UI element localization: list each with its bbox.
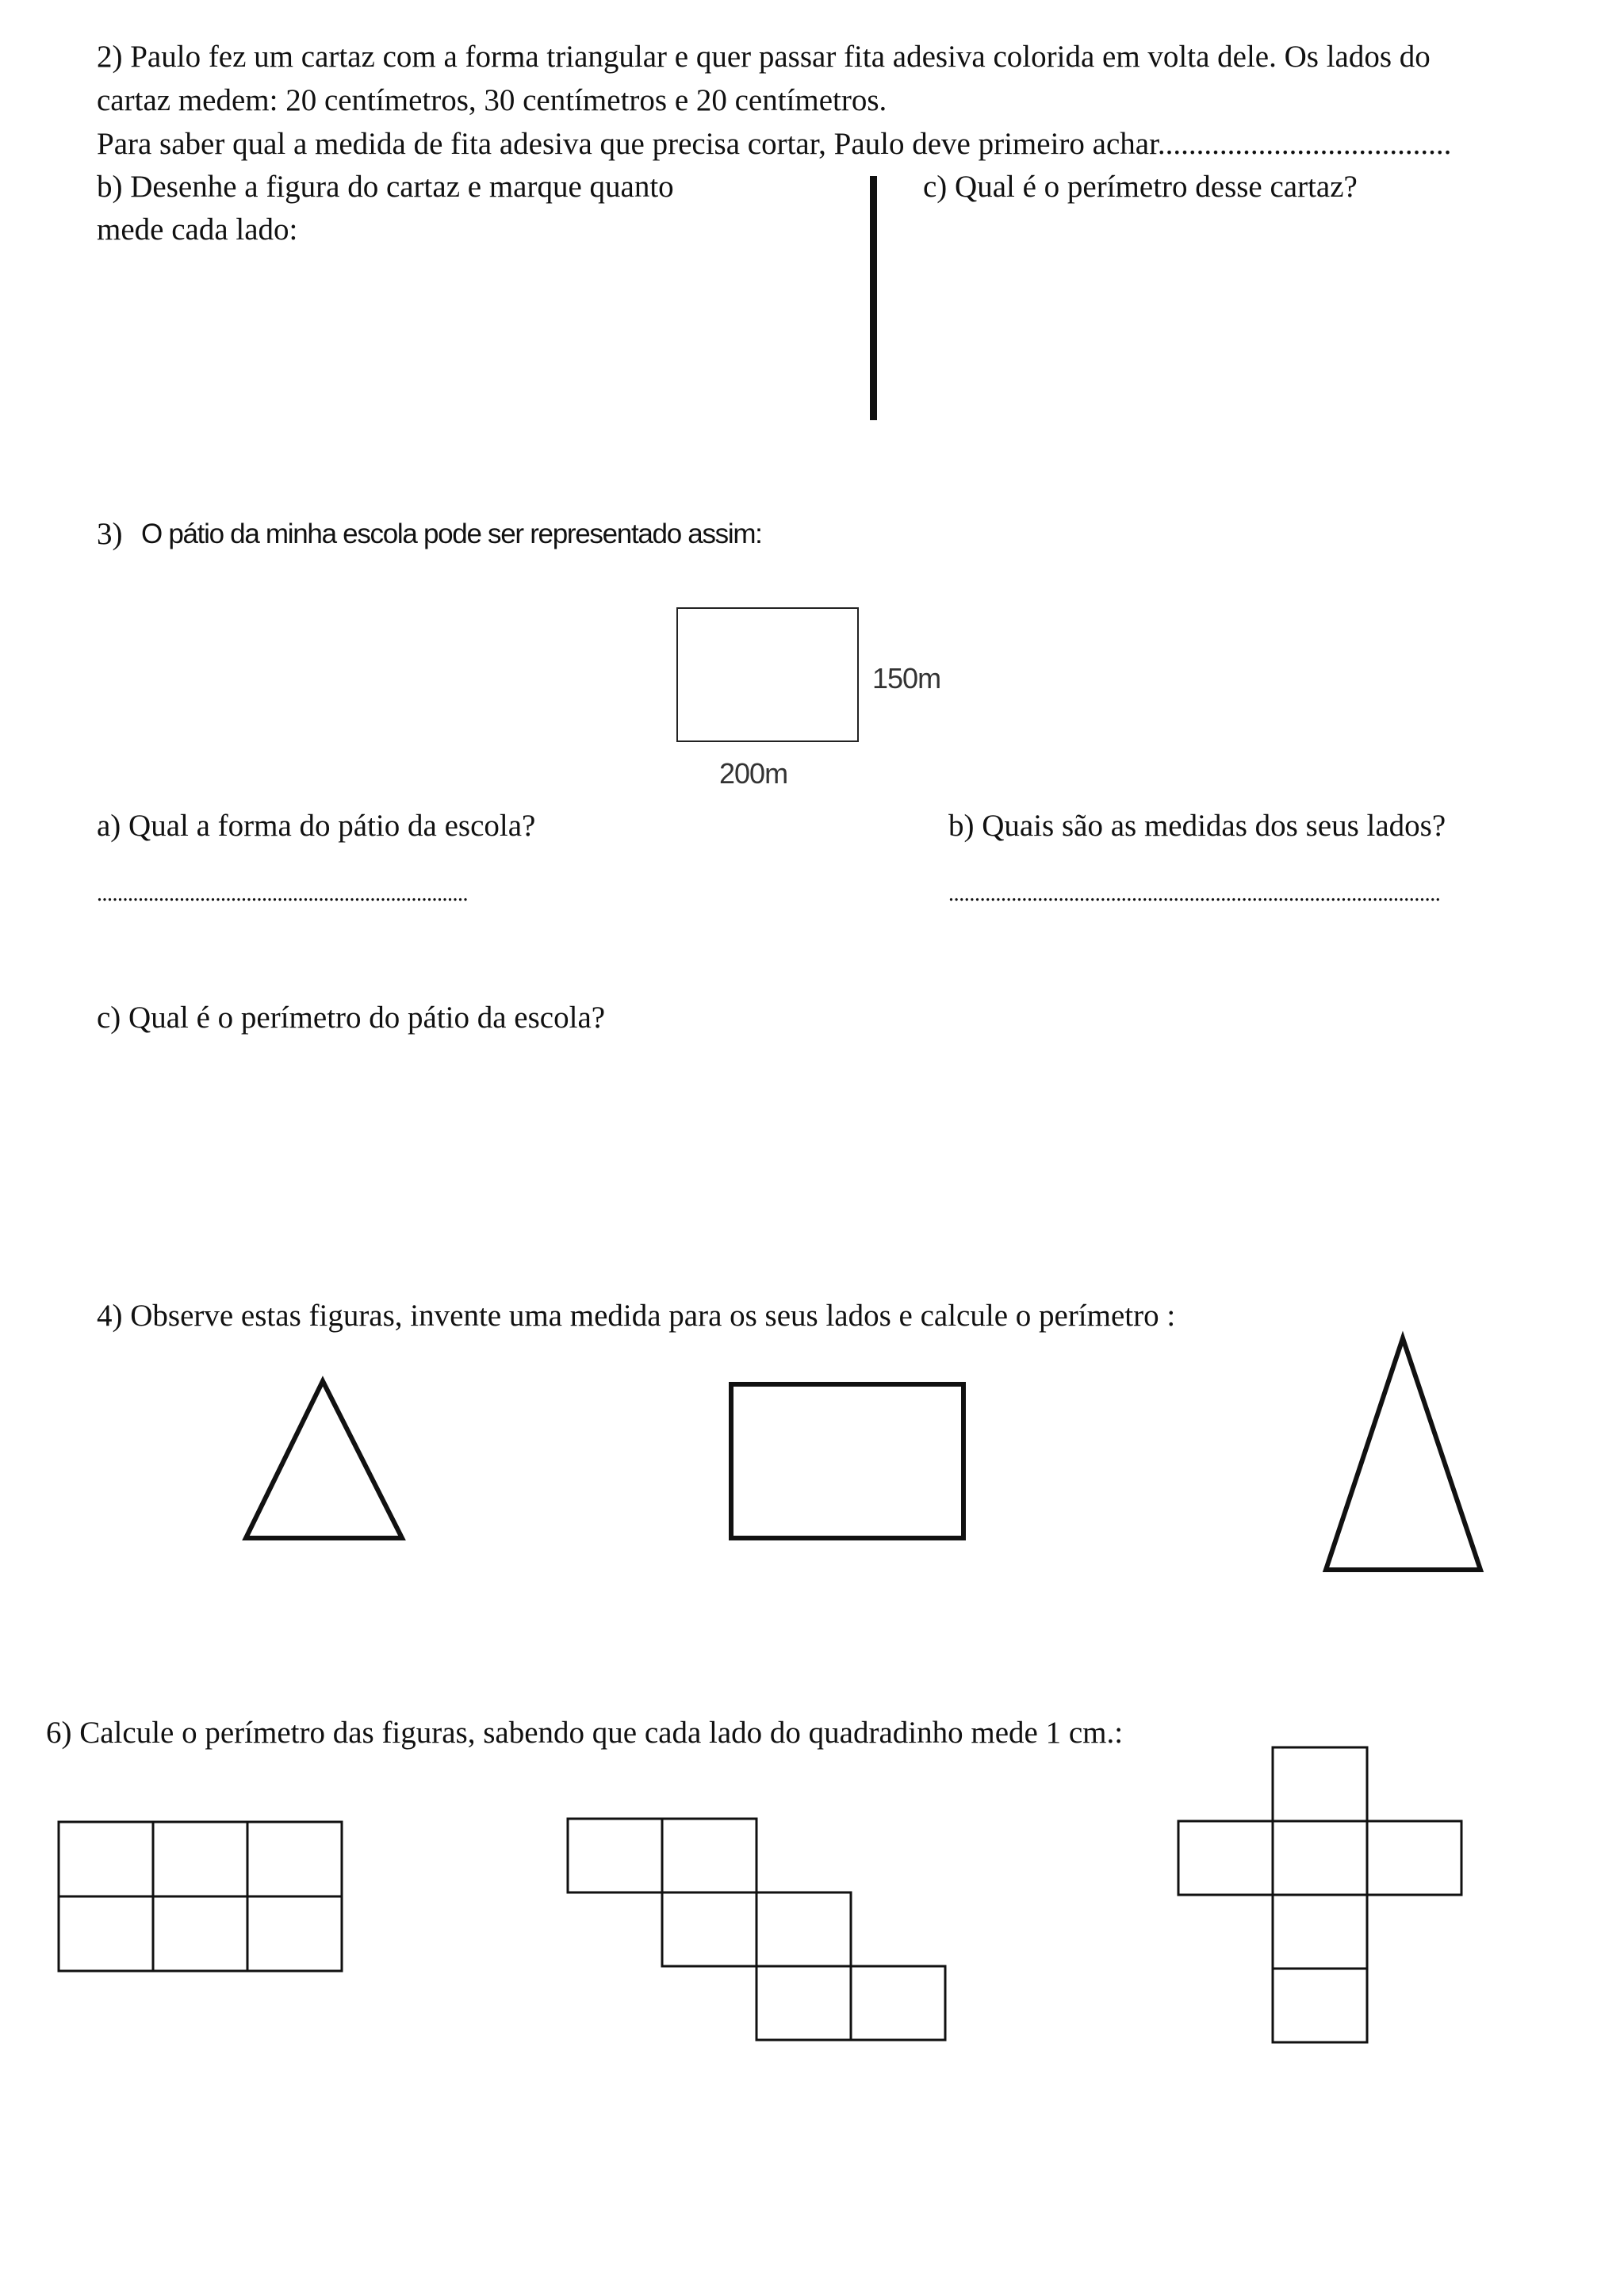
grid-square <box>851 1966 945 2040</box>
q6-figure-cross <box>1178 1747 1461 2042</box>
q3-a-question: a) Qual a forma do pátio da escola? <box>97 809 536 843</box>
q2-b-line-1: b) Desenhe a figura do cartaz e marque quanto <box>97 170 674 204</box>
grid-square <box>59 1896 153 1971</box>
grid-square <box>153 1896 247 1971</box>
grid-square <box>1178 1821 1273 1895</box>
grid-square <box>1273 1895 1367 1969</box>
grid-square <box>247 1822 342 1896</box>
q2-c-question: c) Qual é o perímetro desse cartaz? <box>923 170 1358 204</box>
grid-square <box>1273 1821 1367 1895</box>
grid-square <box>1367 1821 1461 1895</box>
grid-square <box>1273 1747 1367 1821</box>
grid-square <box>1273 1969 1367 2042</box>
q6-figure-staircase <box>568 1819 945 2040</box>
grid-square <box>59 1822 153 1896</box>
q3-c-question: c) Qual é o perímetro do pátio da escola? <box>97 1001 606 1035</box>
q3-intro: O pátio da minha escola pode ser representado assim: <box>141 519 762 549</box>
q4-instruction: 4) Observe estas figuras, invente uma medida para os seus lados e calcule o perímetro : <box>97 1299 1176 1333</box>
q6-instruction: 6) Calcule o perímetro das figuras, sabendo que cada lado do quadradinho mede 1 cm.: <box>46 1716 1124 1750</box>
q2-line-3: Para saber qual a medida de fita adesiva que precisa cortar, Paulo deve primeiro achar...................................... <box>97 127 1452 161</box>
grid-square <box>153 1822 247 1896</box>
patio-width-label: 200m <box>719 757 788 790</box>
q3-b-question: b) Quais são as medidas dos seus lados? <box>948 809 1446 843</box>
q2-line-2: cartaz medem: 20 centímetros, 30 centímetros e 20 centímetros. <box>97 83 887 117</box>
grid-square <box>756 1892 851 1966</box>
grid-square <box>662 1892 756 1966</box>
grid-square <box>662 1819 756 1892</box>
q3-number: 3) <box>97 517 123 551</box>
q3-a-answer-line: ........................................................................ <box>97 882 468 906</box>
q2-line-1: 2) Paulo fez um cartaz com a forma triangular e quer passar fita adesiva colorida em volta dele. Os lados do <box>97 40 1431 74</box>
grid-square <box>247 1896 342 1971</box>
grid-square <box>568 1819 662 1892</box>
q2-b-line-2: mede cada lado: <box>97 212 298 247</box>
grid-square <box>756 1966 851 2040</box>
patio-height-label: 150m <box>872 662 941 695</box>
q6-figure-rectangle-grid <box>59 1822 342 1971</box>
q3-b-answer-line: .............................................................................................. <box>948 882 1441 906</box>
